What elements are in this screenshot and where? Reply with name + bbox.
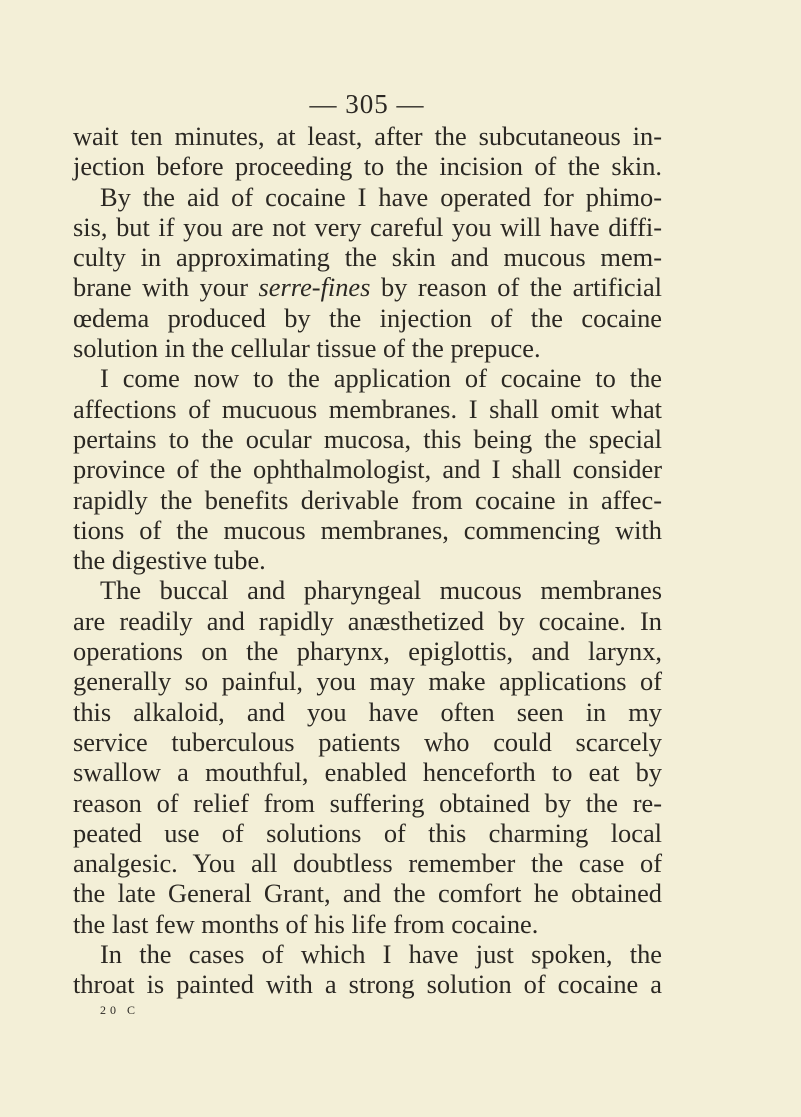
text-line xyxy=(73,545,662,575)
text-line xyxy=(73,818,662,848)
text-line-content: the late General Grant, and the comfort he obtained xyxy=(73,878,662,909)
text-line-content: throat is painted with a strong solution of cocaine a xyxy=(73,969,662,1000)
text-line-content: sis, but if you are not very careful you will have diffi- xyxy=(73,211,662,242)
text-line xyxy=(73,394,662,424)
text-line-content: operations on the pharynx, epiglottis, and larynx, xyxy=(73,636,662,667)
text-line-content: solution in the cellular tissue of the prepuce. xyxy=(73,333,541,364)
signature-mark: 20 C xyxy=(100,1003,140,1017)
text-line xyxy=(73,363,662,393)
text-line-content: rapidly the benefits derivable from cocaine in affec- xyxy=(73,484,662,515)
text-line-content: brane with your xyxy=(73,272,259,303)
text-line xyxy=(73,848,662,878)
text-line xyxy=(73,121,662,151)
text-line-content: By the aid of cocaine I have operated for phimo- xyxy=(100,181,662,212)
text-line-content: pertains to the ocular mucosa, this being the special xyxy=(73,423,662,454)
text-line xyxy=(73,909,662,939)
text-line xyxy=(73,939,662,969)
text-line-content: the last few months of his life from cocaine. xyxy=(73,908,539,939)
text-line xyxy=(73,333,662,363)
text-line-content: I come now to the application of cocaine to the xyxy=(100,363,662,394)
text-line xyxy=(73,969,662,999)
text-line xyxy=(73,697,662,727)
text-line-content: affections of mucuous membranes. I shall omit what xyxy=(73,393,662,424)
text-line-content: wait ten minutes, at least, after the subcutaneous in- xyxy=(73,121,662,151)
text-line xyxy=(73,212,662,242)
text-line-content: In the cases of which I have just spoken, the xyxy=(100,939,662,970)
text-line xyxy=(73,515,662,545)
text-line xyxy=(73,454,662,484)
text-line xyxy=(73,636,662,666)
text-line-content: reason of relief from suffering obtained by the re- xyxy=(73,787,662,818)
text-line-content: the digestive tube. xyxy=(73,545,266,576)
text-line-content: generally so painful, you may make applications of xyxy=(73,666,662,697)
text-line-content: province of the ophthalmologist, and I shall consider xyxy=(73,454,662,485)
text-line-content: swallow a mouthful, enabled henceforth to eat by xyxy=(73,757,662,788)
text-line-content: peated use of solutions of this charming local xyxy=(73,817,662,848)
text-line-content: jection before proceeding to the incision of the skin. xyxy=(73,151,662,182)
text-line xyxy=(73,242,662,272)
text-line xyxy=(73,606,662,636)
text-line-content: tions of the mucous membranes, commencing with xyxy=(73,514,662,545)
text-line xyxy=(73,788,662,818)
text-line-content: œdema produced by the injection of the cocaine xyxy=(73,302,662,333)
text-line-content: are readily and rapidly anæsthetized by cocaine. In xyxy=(73,605,662,636)
text-line xyxy=(73,485,662,515)
text-line xyxy=(73,424,662,454)
text-line xyxy=(73,575,662,605)
body-text xyxy=(73,121,662,1000)
text-line xyxy=(73,182,662,212)
text-line-content: by reason of the artificial xyxy=(370,272,662,303)
text-line-content: this alkaloid, and you have often seen in my xyxy=(73,696,662,727)
page-number: — 305 — xyxy=(309,89,425,119)
text-line xyxy=(73,151,662,181)
text-line xyxy=(73,757,662,787)
text-line-content: The buccal and pharyngeal mucous membranes xyxy=(100,575,662,606)
text-line-content: service tuberculous patients who could scarcely xyxy=(73,726,662,757)
text-line xyxy=(73,666,662,696)
text-line xyxy=(73,727,662,757)
text-line xyxy=(73,303,662,333)
italic-term: serre-fines xyxy=(258,272,371,303)
text-line-content: culty in approximating the skin and mucous mem- xyxy=(73,242,662,273)
text-line-content: analgesic. You all doubtless remember the case of xyxy=(73,848,662,879)
text-line xyxy=(73,878,662,908)
text-line xyxy=(73,272,662,302)
